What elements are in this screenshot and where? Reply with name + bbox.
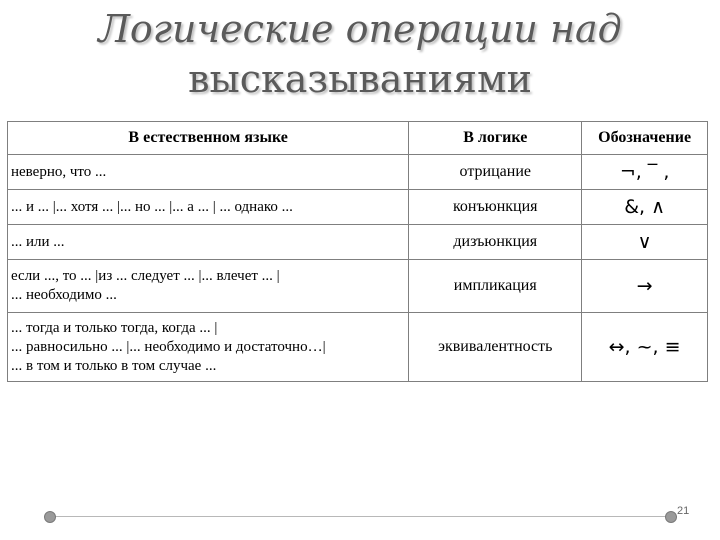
natural-line: ... равносильно ... |... необходимо и достаточно…| <box>11 338 326 355</box>
header-natural-language: В естественном языке <box>8 122 409 155</box>
slide-title <box>0 4 720 104</box>
header-notation: Обозначение <box>582 122 708 155</box>
equivalence-symbol: ↔, ~, ≡ <box>582 313 708 382</box>
footer-divider <box>49 516 670 517</box>
table-row <box>8 225 708 260</box>
natural-line: ... необходимо ... <box>11 287 117 303</box>
natural-line: если ..., то ... |из ... следует ... |... влечет ... | <box>11 268 280 284</box>
natural-line: ... и ... |... хотя ... |... но ... |... а ... | ... однако ... <box>11 198 293 215</box>
natural-line: ... тогда и только тогда, когда ... | <box>11 319 218 336</box>
negation-symbol: ¬, ‾ , <box>582 155 708 190</box>
row-negation-natural <box>8 155 409 190</box>
table-row <box>8 260 708 313</box>
natural-line: неверно, что ... <box>11 163 107 180</box>
row-negation-logic: отрицание <box>409 155 582 190</box>
footer-right-dot-icon <box>665 511 677 523</box>
table-row <box>8 313 708 382</box>
natural-line: ... в том и только в том случае ... <box>11 357 217 374</box>
title-line-2: высказываниями <box>188 57 532 101</box>
table-header-row <box>8 122 708 155</box>
logic-operations-table <box>7 121 708 382</box>
row-disjunction-logic: дизъюнкция <box>409 225 582 260</box>
disjunction-symbol: ∨ <box>582 225 708 260</box>
row-equivalence-natural <box>8 313 409 382</box>
table-row <box>8 155 708 190</box>
title-line-1: Логические операции над <box>98 7 622 51</box>
table-row <box>8 190 708 225</box>
conjunction-symbol: &, ∧ <box>582 190 708 225</box>
row-implication-natural <box>8 260 409 313</box>
page-number: 21 <box>677 505 690 517</box>
implication-symbol: → <box>582 260 708 313</box>
footer-left-dot-icon <box>44 511 56 523</box>
row-equivalence-logic: эквивалентность <box>409 313 582 382</box>
row-conjunction-logic: конъюнкция <box>409 190 582 225</box>
header-logic: В логике <box>409 122 582 155</box>
row-implication-logic: импликация <box>409 260 582 313</box>
row-disjunction-natural <box>8 225 409 260</box>
row-conjunction-natural <box>8 190 409 225</box>
natural-line: ... или ... <box>11 233 65 250</box>
